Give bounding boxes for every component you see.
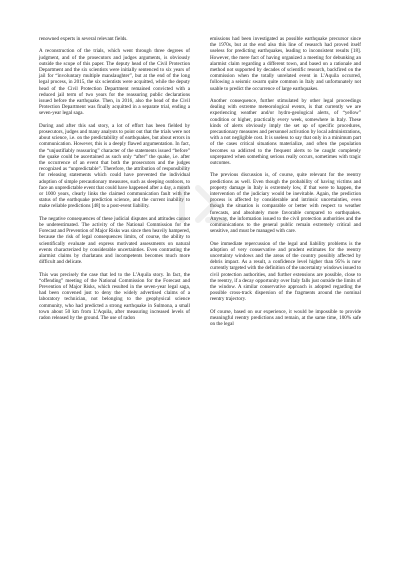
watermark-logo <box>168 180 232 228</box>
paragraph: Another consequence, further stimulated by other legal proceedings dealing with extreme meteorological events, is that currently we are experiencing weather and/or hydro-geological alerts, of “yellow” condition or higher, practically every week, somewhere in Italy. These kinds of alerts obviously imply the set up of specific procedures, precautionary measures and personnel activation by local administrations, with a not negligible cost. It is useless to say that only in a minimum part of the cases critical situations materialize, and often the population becomes so addicted to the frequent alerts to be caught completely unprepared when something serious really occurs, sometimes with tragic outcomes. <box>210 98 361 167</box>
paragraph: One immediate repercussion of the legal and liability problems is the adoption of very conservative and prudent estimates for the reentry uncertainty windows and the areas of the country possibly affected by debris impact. As a result, a confidence level higher than 95% is now currently targeted with the definition of the uncertainty windows issued to civil protection authorities, and further extensions are possible, close to the reentry, if a decay opportunity over Italy falls just outside the limits of the window. A similar conservative approach is adopted regarding the possible cross-track dispersion of the fragments around the nominal reentry trajectory. <box>210 240 361 303</box>
paragraph: During and after this sad story, a lot of effort has been fielded by prosecutors, judges and many analysts to point out that the trials were not about science, i.e. on the predictability of earthquakes, but about errors in communication. However, this is a deeply flawed argumentation. In fact, the “unjustifiably reassuring” character of the statements issued “before” the quake could be ascertained as such only “after” the quake, i.e. after the occurrence of an event that both the prosecutors and the judges recognized as “unpredictable”. Therefore, the attribution of responsibility for releasing statements which could have prevented the individual adoption of simple precautionary measures, such as sleeping outdoors, to face an unpredictable event that could have happened after a day, a month or 1000 years, clearly links the claimed communication fault with the status of the earthquake prediction science, and the current inability to make reliable predictions [48] to a post-event liability. <box>39 122 190 210</box>
paragraph: renowned experts in several relevant fields. <box>39 36 128 42</box>
paragraph: This was precisely the case that led to the L’Aquila story. In fact, the “offending” meeting of the National Commission for the Forecast and Prevention of Major Risks, which resulted in the seven-year legal saga, had been convened just to deny the widely advertised claims of a laboratory technician, not belonging to the geophysical science community, who had predicted a strong earthquake in Sulmona, a small town about 50 km from L’Aquila, after measuring increased levels of radon released by the ground. The use of radon <box>39 271 190 322</box>
watermark-stroke <box>198 188 214 220</box>
paragraph: emissions had been investigated as possible earthquake precursor since the 1970s, but at the end also this line of research had proved itself useless for predicting earthquakes, leading to inconsistent results [18]. However, the mere fact of having organized a meeting for debunking an alarmist claim regarding a different town, and based on a rationale and method not supported by decades of scientific research, backfired on the commission when the totally unrelated event in L’Aquila occurred, following a seismic swarm quite common in Italy and unfortunately not usable to predict the occurrence of large earthquakes. <box>210 36 361 92</box>
right-text-column <box>210 36 361 334</box>
paragraph: The previous discussion is, of course, quite relevant for the reentry predictions as well. Even though the probability of having victims and property damage in Italy is extremely low, if that were to happen, the intervention of the judiciary would be inevitable. Again, the prediction process is affected by considerable and intrinsic uncertainties, even though the situation is comparable or better with respect to weather forecasts, and absolutely more favorable compared to earthquakes. Anyway, the information issued to the civil protection authorities and the communications to the general public remain extremely critical and sensitive, and must be managed with care. <box>210 172 361 235</box>
paragraph: Of course, based on our experience, it would be impossible to provide meaningful reentry predictions and remain, at the same time, 100% safe on the legal <box>210 308 361 328</box>
paragraph: The negative consequences of these judicial disputes and attitudes cannot be underestimated. The activity of the National Commission for the Forecast and Prevention of Major Risks was since then heavily hampered, because the risk of legal consequences limits, of course, the ability to scientifically evaluate and express motivated assessments on natural events characterized by considerable uncertainties. Even contrasting the alarmist claims by charlatans and incompetents becomes much more difficult and delicate. <box>39 215 190 266</box>
paragraph: A reconstruction of the trials, which went through three degrees of judgment, and of the prosecutors and judges arguments, is obviously outside the scope of this paper. The deputy head of the Civil Protection Department and the six scientists were initially sentenced to six years of jail for “involuntary multiple manslaughter”, but at the end of the long legal process, in 2015, the six scientists were acquitted, while the deputy head of the Civil Protection Department remained convicted with a reduced jail term of two years for the reassuring public declarations issued before the earthquake. Then, in 2016, also the head of the Civil Protection Department was finally acquitted in a separate trial, ending a seven-year legal saga. <box>39 48 190 117</box>
